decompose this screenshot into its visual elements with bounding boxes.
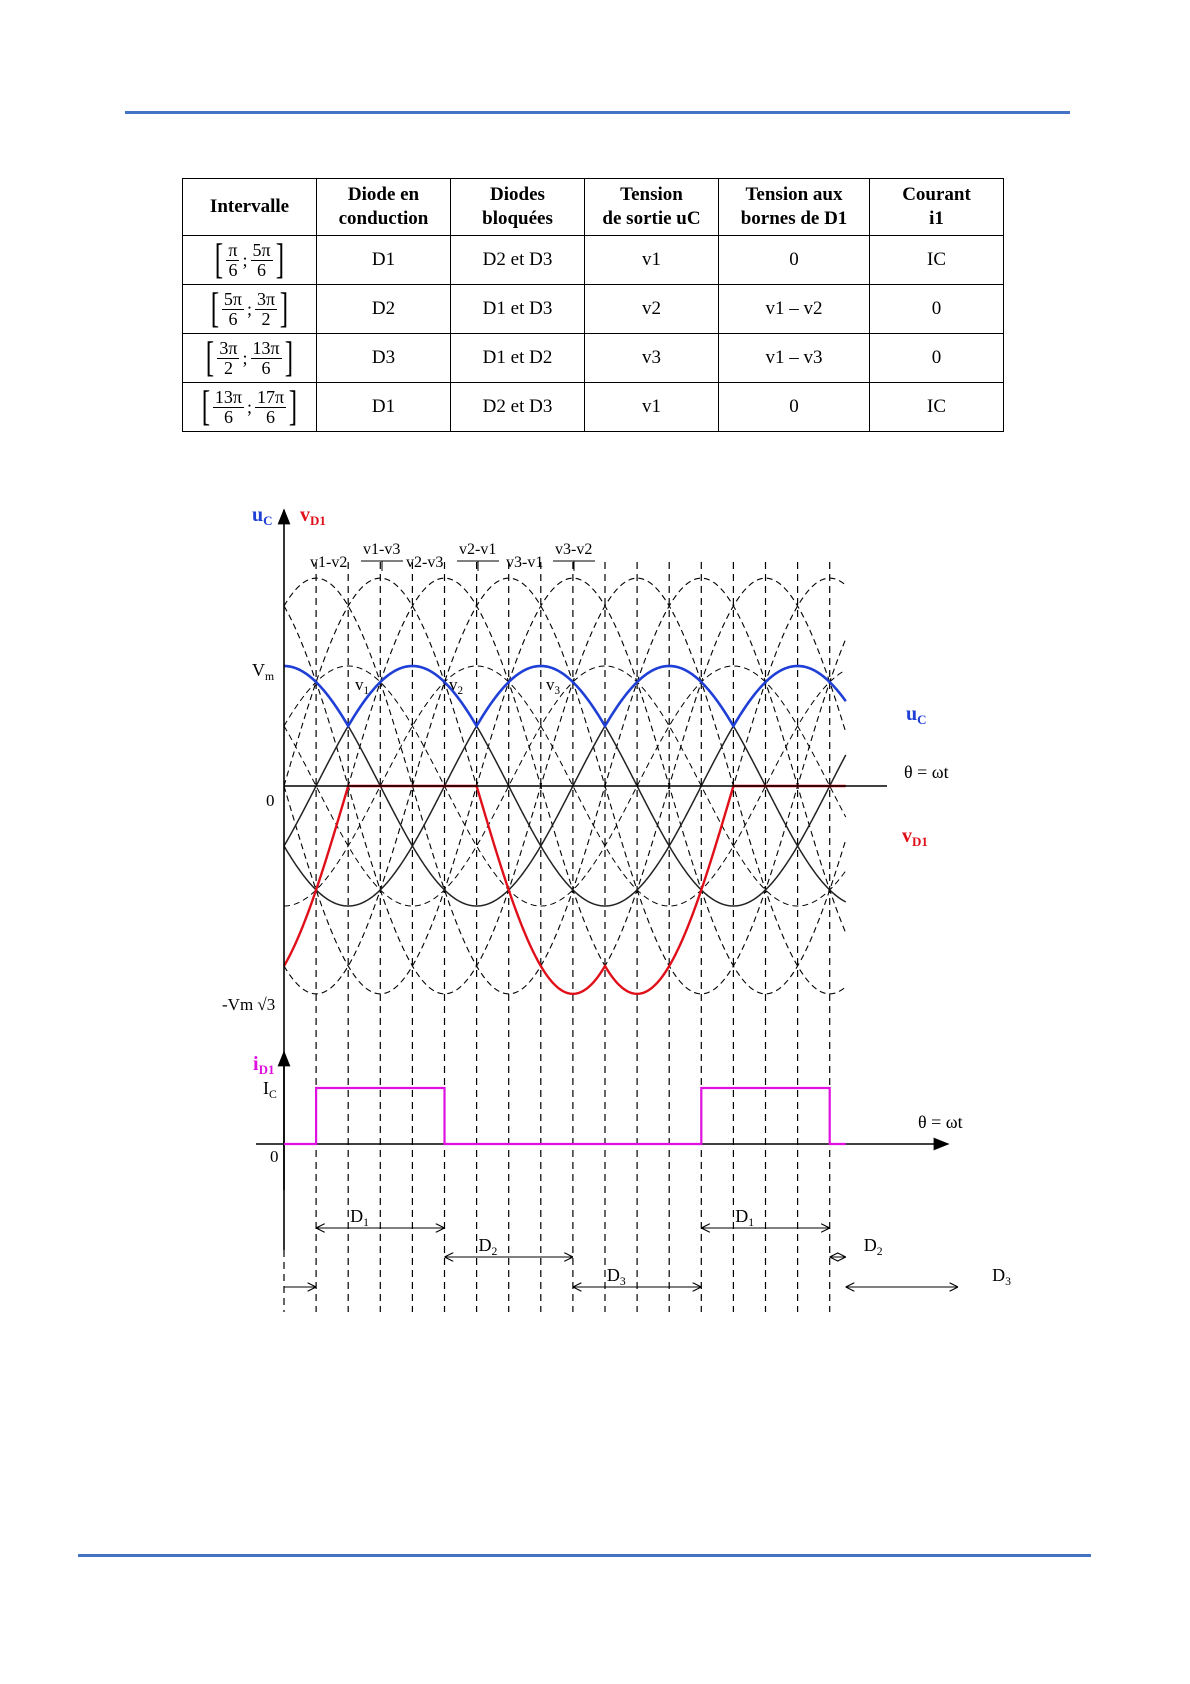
header-text: i1 (929, 208, 944, 229)
header-text: de sortie uC (602, 208, 701, 229)
cell-i1: IC (870, 383, 1004, 432)
cell-vd1: 0 (719, 383, 870, 432)
header-text: Diodes (490, 184, 545, 206)
denominator: 2 (223, 357, 233, 378)
separator: ; (242, 347, 248, 368)
cell-i1: 0 (870, 285, 1004, 334)
cell-cond: D3 (317, 334, 451, 383)
header-text: Tension (620, 184, 683, 206)
numerator: 13π (252, 337, 280, 358)
bracket-open: [ (215, 237, 224, 283)
phase-curve-label: $v_1$ (355, 675, 370, 697)
ic-label: $I_C$ (263, 1078, 277, 1101)
cell-cond: D1 (317, 383, 451, 432)
header-text: bloquées (482, 208, 553, 229)
phase-curve-label: $v_3$ (546, 675, 561, 697)
conduction-label: $D_2$ (863, 1235, 883, 1258)
header-text: bornes de D1 (740, 208, 848, 229)
line-voltage-label: v1-v2 (310, 554, 348, 571)
bottom-rule (78, 1554, 1091, 1557)
cell-i1: 0 (870, 334, 1004, 383)
numerator: 3π (257, 288, 276, 309)
numerator: 5π (223, 288, 242, 309)
cell-uc: v1 (585, 236, 719, 285)
separator: ; (242, 249, 248, 270)
bracket-open: [ (201, 384, 211, 430)
bracket-close: ] (288, 384, 298, 430)
bracket-close: ] (279, 286, 289, 332)
conduction-label: $D_3$ (992, 1265, 1011, 1288)
uc-right-label: $u_C$ (906, 703, 927, 727)
cell-uc: v3 (585, 334, 719, 383)
line-voltage-label: v1-v3 (363, 541, 401, 558)
numerator: 17π (257, 386, 285, 407)
id1-waveform (284, 1088, 846, 1144)
cell-uc: v2 (585, 285, 719, 334)
conduction-label: $D_3$ (606, 1265, 626, 1288)
denominator: 6 (228, 308, 238, 329)
cell-cond: D1 (317, 236, 451, 285)
vd1-waveform (284, 786, 846, 994)
vm-label: $V_m$ (252, 660, 275, 683)
line-voltage-label: v2-v3 (406, 554, 444, 571)
bracket-close: ] (275, 237, 284, 283)
cell-blocked: D1 et D3 (451, 285, 585, 334)
cell-vd1: 0 (719, 236, 870, 285)
line-voltage-label: v2-v1 (459, 541, 497, 558)
denominator: 6 (261, 357, 271, 378)
id1-curve (284, 1088, 846, 1144)
denominator: 6 (228, 259, 238, 280)
vd1-axis-label: $v_{D1}$ (300, 504, 326, 528)
zero-label-lower: 0 (270, 1147, 279, 1166)
denominator: 6 (257, 259, 267, 280)
theta-label-lower: θ = ωt (918, 1112, 963, 1132)
separator: ; (246, 298, 252, 319)
conduction-label: $D_1$ (735, 1206, 755, 1229)
header-text: Courant (902, 184, 971, 206)
cell-cond: D2 (317, 285, 451, 334)
bracket-close: ] (284, 335, 293, 381)
header-text: Diode en (347, 184, 420, 206)
header-text: Tension aux (745, 184, 843, 206)
uc-axis-label: $u_C$ (252, 504, 273, 528)
numerator: π (228, 239, 238, 260)
numerator: 3π (219, 337, 238, 358)
conduction-label: $D_2$ (478, 1235, 498, 1258)
header-text: Intervalle (209, 196, 290, 218)
cell-i1: IC (870, 236, 1004, 285)
vd1-curve (284, 786, 846, 994)
line-voltage-label: v3-v1 (506, 554, 544, 571)
conduction-label: $D_1$ (350, 1206, 369, 1229)
axes (256, 510, 948, 1250)
numerator: 5π (252, 239, 271, 260)
phase-curve-label: $v_2$ (449, 675, 464, 697)
neg-vm-sqrt3-label: -Vm √3 (222, 995, 276, 1014)
cell-blocked: D2 et D3 (451, 236, 585, 285)
vd1-right-label: $v_{D1}$ (902, 825, 928, 849)
cell-vd1: v1 – v2 (719, 285, 870, 334)
zero-label: 0 (266, 791, 275, 810)
numerator: 13π (214, 386, 242, 407)
denominator: 6 (266, 406, 276, 427)
header-text: conduction (338, 208, 429, 229)
cell-blocked: D2 et D3 (451, 383, 585, 432)
id1-axis-label: $i_{D1}$ (253, 1053, 275, 1077)
denominator: 2 (261, 308, 271, 329)
cell-uc: v1 (585, 383, 719, 432)
cell-blocked: D1 et D2 (451, 334, 585, 383)
cell-vd1: v1 – v3 (719, 334, 870, 383)
bracket-open: [ (210, 286, 220, 332)
theta-label-upper: θ = ωt (904, 762, 949, 782)
bracket-open: [ (206, 335, 215, 381)
separator: ; (246, 396, 252, 417)
line-voltage-label: v3-v2 (555, 541, 593, 558)
denominator: 6 (223, 406, 233, 427)
